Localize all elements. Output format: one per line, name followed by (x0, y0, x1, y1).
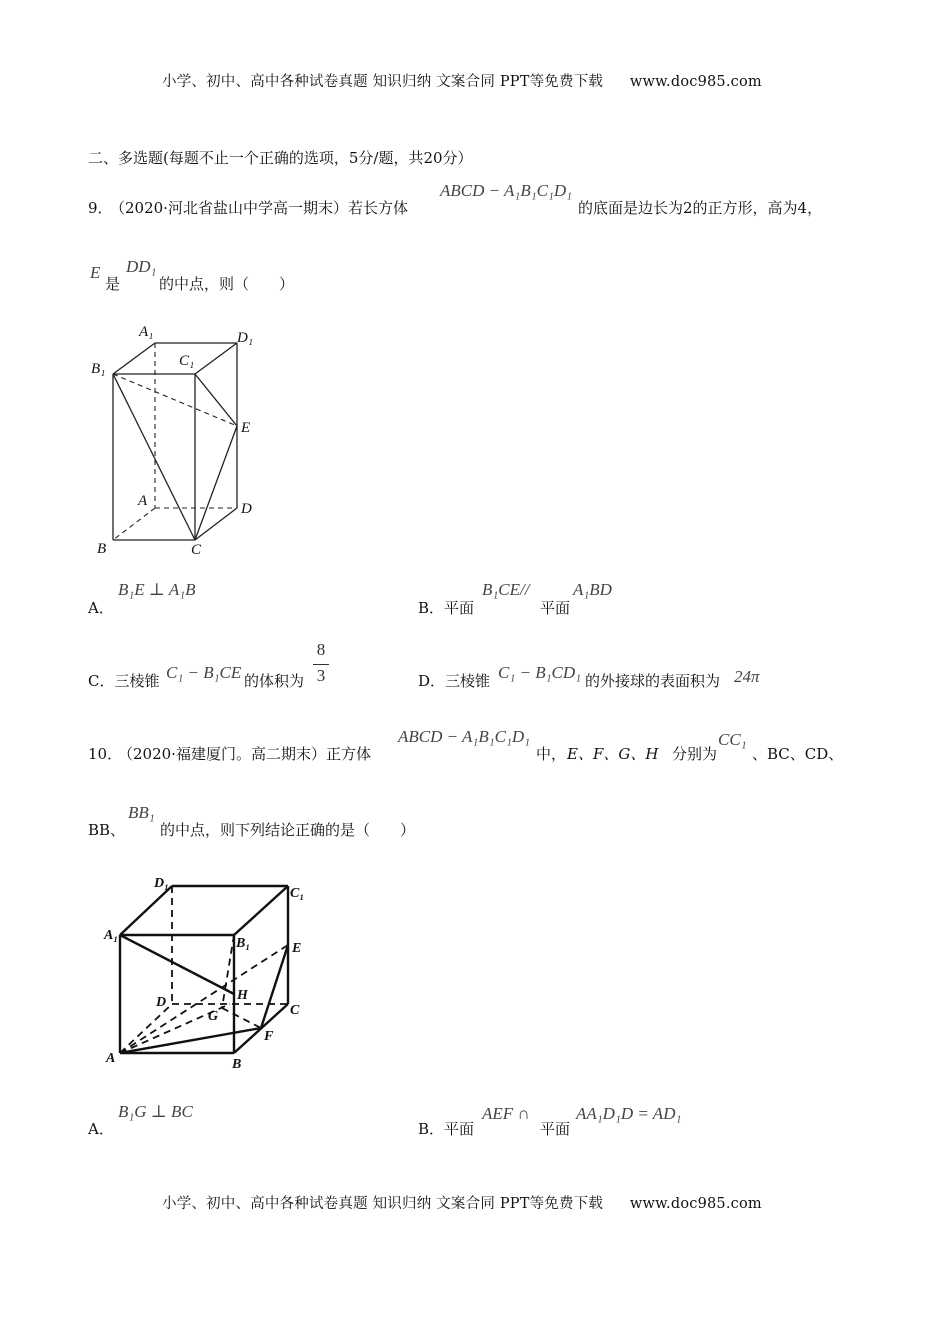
label-b1: B₁ (91, 361, 106, 377)
segment-a1-h (120, 935, 234, 994)
label-g: G (208, 1009, 219, 1024)
section-title: 二、多选题(每题不止一个正确的选项，5分/题，共20分） (88, 149, 473, 167)
q10-line2-end: 的中点，则下列结论正确的是（ ） (160, 821, 416, 839)
q9-option-c-math: C₁ − B₁CE (166, 663, 242, 682)
q10-points: E、F、G、H (567, 745, 659, 763)
q9-shi: 是 (105, 275, 121, 293)
label-h: H (237, 988, 248, 1003)
label-c: C (191, 542, 202, 558)
hidden-a-e (120, 945, 288, 1053)
q9-option-d-math: C₁ − B₁CD₁ (498, 663, 582, 682)
fraction-numerator: 8 (316, 640, 326, 659)
hidden-a-b (113, 508, 155, 540)
label-a1: A₁ (139, 324, 154, 340)
q10-figure (100, 868, 320, 1078)
q9-option-d-mid: 的外接球的表面积为 (585, 672, 721, 690)
edge-b1-c1 (234, 886, 288, 935)
footer-url[interactable]: www.doc985.com (629, 1196, 762, 1212)
q10-solid: ABCD − A₁B₁C₁D₁ (398, 727, 531, 746)
fraction-bar (313, 664, 329, 665)
edge-c1-d1 (195, 343, 237, 374)
q9-solid: ABCD − A₁B₁C₁D₁ (440, 181, 573, 200)
label-a1: A₁ (104, 928, 119, 943)
q10-line2-pre: BB、 (88, 821, 126, 839)
label-b: B (232, 1057, 242, 1072)
q10-option-b-math2: AA₁D₁D = AD₁ (576, 1104, 682, 1123)
q9-stem-end: 的中点，则（ ） (159, 275, 295, 293)
page-header (162, 70, 762, 91)
header-url[interactable]: www.doc985.com (629, 74, 762, 90)
label-a: A (138, 493, 148, 509)
q10-number: 10． (88, 745, 123, 763)
q10-source: （2020·福建厦门。高二期末）正方体 (118, 745, 371, 763)
q9-stem-tail: 的底面是边长为2的正方形，高为4， (578, 199, 823, 217)
edge-a1-d1 (120, 886, 172, 935)
q10-zhong: 中， (536, 745, 567, 763)
q9-option-b-label: B．平面 (418, 599, 475, 617)
q10-option-a-math: B₁G ⊥ BC (118, 1102, 193, 1121)
q10-option-b-label: B．平面 (418, 1120, 475, 1138)
label-b1: B₁ (236, 936, 251, 951)
q10-rest: 、BC、CD、 (752, 745, 844, 763)
label-c: C (290, 1003, 300, 1018)
label-d: D (241, 501, 252, 517)
label-c1: C₁ (179, 353, 195, 369)
q10-option-b-mid: 平面 (540, 1120, 571, 1138)
q9-e-var: E (90, 263, 101, 282)
q9-option-a-label: A． (88, 599, 114, 617)
q9-seg: DD₁ (126, 257, 157, 276)
q10-option-b-math1: AEF ∩ (482, 1104, 530, 1123)
q9-number: 9． (88, 199, 113, 217)
label-d: D (156, 995, 167, 1010)
q10-option-a-label: A． (88, 1120, 114, 1138)
fraction-denominator: 3 (316, 666, 326, 685)
q9-option-b-math1: B₁CE// (482, 580, 530, 599)
label-a: A (106, 1051, 116, 1066)
segment-c1-e (195, 374, 237, 426)
page-footer (162, 1192, 762, 1213)
q9-option-a-math: B₁E ⊥ A₁B (118, 580, 196, 599)
segment-c-e (195, 426, 237, 540)
q9-option-d-val: 24π (734, 667, 760, 686)
label-f: F (264, 1029, 274, 1044)
q9-figure (85, 320, 275, 565)
label-e: E (241, 420, 251, 436)
q10-seg: CC₁ (718, 730, 747, 749)
q9-option-b-mid: 平面 (540, 599, 571, 617)
header-text: 小学、初中、高中各种试卷真题 知识归纳 文案合同 PPT等免费下载 (162, 74, 604, 90)
label-c1: C₁ (290, 886, 305, 901)
q9-option-d-label: D．三棱锥 (418, 672, 491, 690)
edge-b1-a1 (113, 343, 155, 374)
label-d1: D₁ (154, 876, 169, 891)
q9-option-b-math2: A₁BD (573, 580, 612, 599)
q9-option-c-label: C．三棱锥 (88, 672, 160, 690)
q10-fenbie: 分别为 (672, 745, 718, 763)
label-d1: D₁ (237, 330, 254, 346)
q9-source: （2020·河北省盐山中学高一期末）若长方体 (110, 199, 408, 217)
q10-seg2: BB₁ (128, 803, 155, 822)
label-e: E (292, 941, 302, 956)
hidden-g-f (222, 1008, 261, 1028)
hidden-b1-g (222, 935, 234, 1008)
label-b: B (97, 541, 107, 557)
segment-b1-c (113, 374, 195, 540)
footer-text: 小学、初中、高中各种试卷真题 知识归纳 文案合同 PPT等免费下载 (162, 1196, 604, 1212)
q9-option-c-mid: 的体积为 (244, 672, 305, 690)
hidden-b1-e (113, 374, 237, 426)
